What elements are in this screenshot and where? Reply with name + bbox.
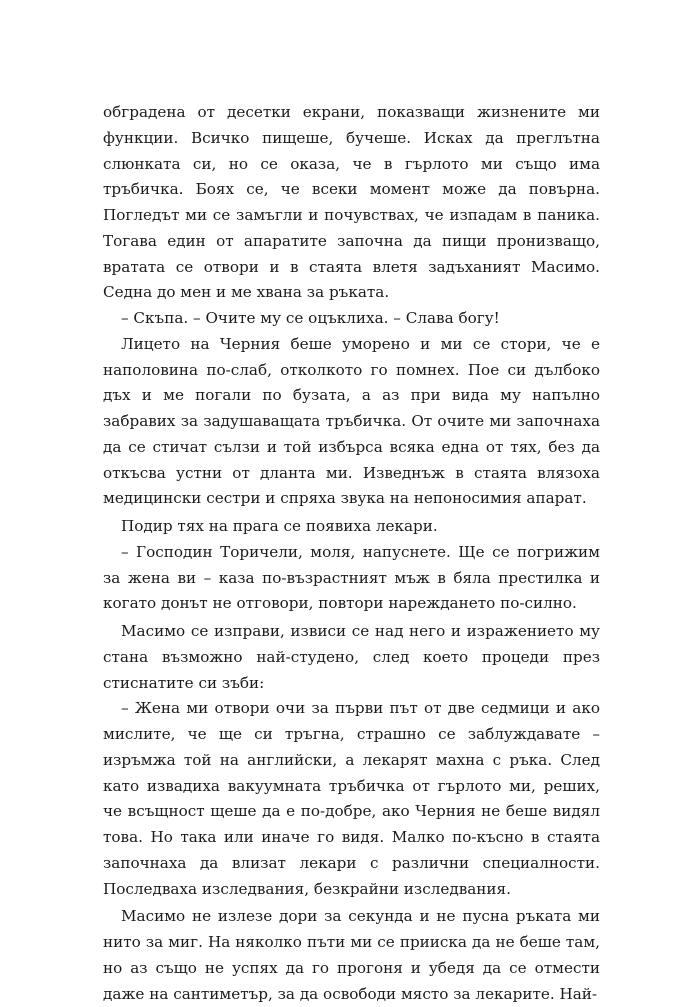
page-text [103,100,600,1007]
paragraph-1: обградена от десетки екрани, показващи жизнените ми функции. Всичко пищеше, бучеше. Исках да преглътна слюнката си, но се оказа, че в гърлото ми също има тръбичка. Боях се, че всеки момент може да повърна. Погледът ми се замъгли и почувствах, че изпадам в паника. Тогава един от апаратите започна да пищи пронизващо, вратата се отвори и в стаята влетя задъханият Масимо. Седна до мен и ме хвана за ръката. [103,103,600,302]
paragraph-8: Масимо не излезе дори за секунда и не пусна ръката ми нито за миг. На няколко пъти ми се прииска да не беше там, но аз също не успях да го прогоня и убедя да се отмести даже на сантиметър, за да освободи място за лекарите. Най- [103,907,600,1003]
paragraph-4: Подир тях на прага се появиха лекари. [121,517,438,535]
paragraph-7-dialogue: – Жена ми отвори очи за първи път от две седмици и ако мислите, че ще си тръгна, страшно се заблуждавате – изръмжа той на английски, а лекарят махна с ръка. След като извадиха вакуумната тръбичка от гърлото ми, реших, че всъщност щеше да е по-добре, ако Черния не беше видял това. Но така или иначе го видя. Малко по-късно в стаята започнаха да влизат лекари с различни специалности. Последваха изследвания, безкрайни изследвания. [103,699,600,898]
paragraph-5-dialogue: – Господин Торичели, моля, напуснете. Ще се погрижим за жена ви – каза по-възрастният мъж в бяла престилка и когато донът не отговори, повтори нареждането по-силно. [103,542,600,613]
paragraph-6: Масимо се изправи, извиси се над него и изражението му стана възможно най-студено, след което процеди през стиснатите си зъби: [103,622,600,692]
paragraph-2-dialogue: – Скъпа. – Очите му се оцъклиха. – Слава богу! [121,309,500,327]
paragraph-3: Лицето на Черния беше уморено и ми се стори, че е наполовина по-слаб, отколкото го помнех. Пое си дълбоко дъх и ме погали по бузата, а аз при вида му напълно забравих за задушаващата тръбичка. От очите ми започнаха да се стичат сълзи и той избърса всяка една от тях, без да откъсва устни от дланта ми. Изведнъж в стаята влязоха медицински сестри и спряха звука на непоносимия апарат. [103,334,600,508]
